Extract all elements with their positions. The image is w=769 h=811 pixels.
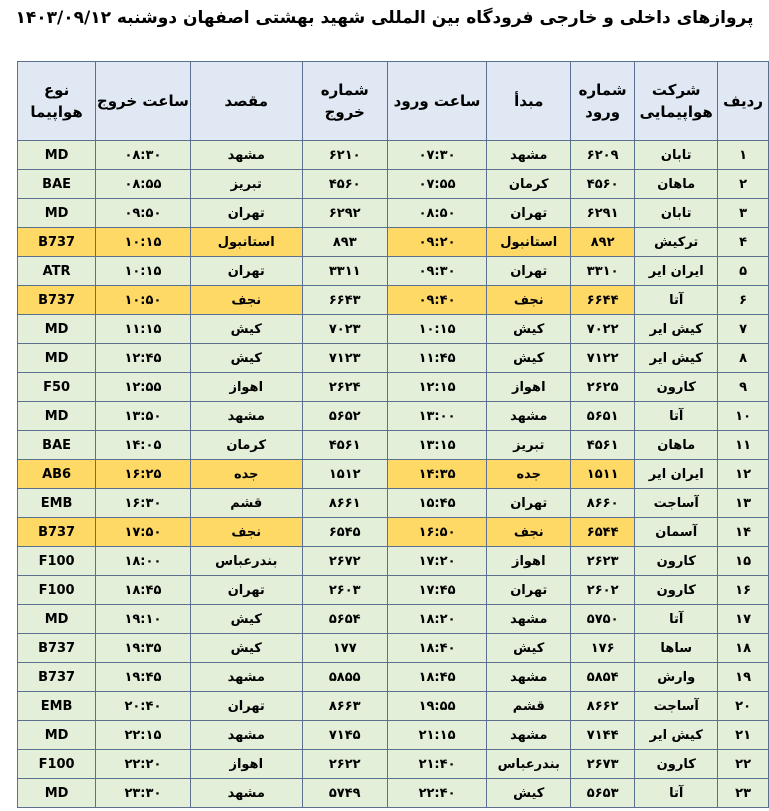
cell-aircraft-type: B737 bbox=[18, 634, 96, 663]
cell-airline: تابان bbox=[635, 199, 718, 228]
cell-airline: کارون bbox=[635, 576, 718, 605]
cell-destination: کرمان bbox=[190, 431, 302, 460]
cell-departure-number: ۸۶۶۳ bbox=[302, 692, 387, 721]
page-title: پروازهای داخلی و خارجی فرودگاه بین المللی شهید بهشتی اصفهان دوشنبه ۱۴۰۳/۰۹/۱۲ bbox=[15, 8, 754, 28]
cell-airline: آتا bbox=[635, 286, 718, 315]
cell-departure-time: ۱۸:۰۰ bbox=[96, 547, 190, 576]
cell-origin: کیش bbox=[487, 344, 571, 373]
cell-arrival-number: ۲۶۷۳ bbox=[571, 750, 635, 779]
cell-aircraft-type: BAE bbox=[18, 431, 96, 460]
cell-airline: کارون bbox=[635, 547, 718, 576]
cell-airline: تابان bbox=[635, 141, 718, 170]
cell-origin: اهواز bbox=[487, 547, 571, 576]
cell-row-number: ۹ bbox=[718, 373, 769, 402]
cell-row-number: ۱۸ bbox=[718, 634, 769, 663]
cell-departure-number: ۳۳۱۱ bbox=[302, 257, 387, 286]
cell-row-number: ۲۰ bbox=[718, 692, 769, 721]
cell-departure-time: ۲۳:۳۰ bbox=[96, 779, 190, 808]
cell-airline: ماهان bbox=[635, 431, 718, 460]
cell-airline: آتا bbox=[635, 605, 718, 634]
cell-arrival-time: ۱۸:۲۰ bbox=[387, 605, 487, 634]
table-row bbox=[18, 402, 769, 431]
header-arrival-time: ساعت ورود bbox=[387, 62, 487, 141]
cell-row-number: ۲۳ bbox=[718, 779, 769, 808]
table-row bbox=[18, 170, 769, 199]
cell-departure-time: ۱۱:۱۵ bbox=[96, 315, 190, 344]
cell-destination: مشهد bbox=[190, 721, 302, 750]
table-header-row bbox=[18, 62, 769, 141]
cell-destination: تهران bbox=[190, 257, 302, 286]
cell-row-number: ۱۹ bbox=[718, 663, 769, 692]
cell-airline: ایران ایر bbox=[635, 460, 718, 489]
cell-destination: مشهد bbox=[190, 141, 302, 170]
table-row bbox=[18, 141, 769, 170]
cell-origin: اهواز bbox=[487, 373, 571, 402]
cell-arrival-number: ۲۶۰۲ bbox=[571, 576, 635, 605]
cell-airline: آساجت bbox=[635, 489, 718, 518]
header-departure-number: شماره خروج bbox=[302, 62, 387, 141]
cell-aircraft-type: F100 bbox=[18, 750, 96, 779]
cell-aircraft-type: MD bbox=[18, 779, 96, 808]
cell-row-number: ۱۰ bbox=[718, 402, 769, 431]
cell-airline: آساجت bbox=[635, 692, 718, 721]
cell-destination: کیش bbox=[190, 605, 302, 634]
cell-row-number: ۸ bbox=[718, 344, 769, 373]
cell-arrival-number: ۲۶۲۵ bbox=[571, 373, 635, 402]
cell-row-number: ۱ bbox=[718, 141, 769, 170]
cell-row-number: ۲۱ bbox=[718, 721, 769, 750]
cell-departure-number: ۵۷۴۹ bbox=[302, 779, 387, 808]
cell-departure-number: ۵۶۵۲ bbox=[302, 402, 387, 431]
cell-origin: نجف bbox=[487, 286, 571, 315]
cell-origin: کیش bbox=[487, 315, 571, 344]
cell-arrival-number: ۱۵۱۱ bbox=[571, 460, 635, 489]
cell-arrival-number: ۵۷۵۰ bbox=[571, 605, 635, 634]
cell-aircraft-type: F50 bbox=[18, 373, 96, 402]
cell-departure-time: ۲۲:۱۵ bbox=[96, 721, 190, 750]
header-row-number: ردیف bbox=[718, 62, 769, 141]
cell-destination: تهران bbox=[190, 576, 302, 605]
cell-airline: ایران ایر bbox=[635, 257, 718, 286]
cell-airline: ماهان bbox=[635, 170, 718, 199]
cell-airline: کارون bbox=[635, 750, 718, 779]
cell-row-number: ۳ bbox=[718, 199, 769, 228]
cell-row-number: ۷ bbox=[718, 315, 769, 344]
cell-departure-number: ۲۶۲۴ bbox=[302, 373, 387, 402]
cell-origin: تهران bbox=[487, 257, 571, 286]
cell-arrival-time: ۰۸:۵۰ bbox=[387, 199, 487, 228]
cell-aircraft-type: B737 bbox=[18, 286, 96, 315]
cell-row-number: ۲ bbox=[718, 170, 769, 199]
cell-origin: تهران bbox=[487, 576, 571, 605]
cell-departure-number: ۵۸۵۵ bbox=[302, 663, 387, 692]
cell-arrival-number: ۴۵۶۱ bbox=[571, 431, 635, 460]
cell-origin: مشهد bbox=[487, 402, 571, 431]
cell-departure-time: ۱۹:۳۵ bbox=[96, 634, 190, 663]
table-row bbox=[18, 199, 769, 228]
cell-row-number: ۱۷ bbox=[718, 605, 769, 634]
cell-arrival-time: ۱۴:۳۵ bbox=[387, 460, 487, 489]
cell-origin: کرمان bbox=[487, 170, 571, 199]
cell-arrival-number: ۷۱۲۲ bbox=[571, 344, 635, 373]
cell-departure-time: ۱۰:۱۵ bbox=[96, 257, 190, 286]
cell-destination: جده bbox=[190, 460, 302, 489]
table-row bbox=[18, 547, 769, 576]
cell-airline: وارش bbox=[635, 663, 718, 692]
cell-origin: نجف bbox=[487, 518, 571, 547]
cell-destination: تبریز bbox=[190, 170, 302, 199]
cell-departure-time: ۱۰:۱۵ bbox=[96, 228, 190, 257]
cell-arrival-number: ۶۵۴۴ bbox=[571, 518, 635, 547]
flights-table bbox=[17, 61, 769, 808]
cell-departure-time: ۱۶:۳۰ bbox=[96, 489, 190, 518]
cell-arrival-number: ۸۶۶۲ bbox=[571, 692, 635, 721]
cell-airline: کارون bbox=[635, 373, 718, 402]
cell-destination: مشهد bbox=[190, 663, 302, 692]
cell-aircraft-type: B737 bbox=[18, 663, 96, 692]
cell-arrival-time: ۲۱:۴۰ bbox=[387, 750, 487, 779]
cell-row-number: ۱۳ bbox=[718, 489, 769, 518]
cell-departure-number: ۸۶۶۱ bbox=[302, 489, 387, 518]
cell-destination: استانبول bbox=[190, 228, 302, 257]
cell-arrival-time: ۰۷:۵۵ bbox=[387, 170, 487, 199]
table-row bbox=[18, 460, 769, 489]
table-row bbox=[18, 344, 769, 373]
cell-origin: بندرعباس bbox=[487, 750, 571, 779]
cell-origin: قشم bbox=[487, 692, 571, 721]
cell-destination: کیش bbox=[190, 634, 302, 663]
cell-departure-number: ۷۰۲۳ bbox=[302, 315, 387, 344]
cell-departure-number: ۱۵۱۲ bbox=[302, 460, 387, 489]
cell-departure-time: ۰۸:۳۰ bbox=[96, 141, 190, 170]
cell-row-number: ۱۴ bbox=[718, 518, 769, 547]
cell-departure-number: ۸۹۳ bbox=[302, 228, 387, 257]
cell-airline: کیش ایر bbox=[635, 721, 718, 750]
cell-destination: نجف bbox=[190, 286, 302, 315]
cell-departure-number: ۷۱۴۵ bbox=[302, 721, 387, 750]
cell-destination: کیش bbox=[190, 315, 302, 344]
cell-departure-time: ۱۹:۱۰ bbox=[96, 605, 190, 634]
cell-airline: کیش ایر bbox=[635, 344, 718, 373]
cell-departure-time: ۱۶:۲۵ bbox=[96, 460, 190, 489]
cell-departure-time: ۱۸:۴۵ bbox=[96, 576, 190, 605]
cell-aircraft-type: MD bbox=[18, 344, 96, 373]
cell-departure-time: ۱۳:۵۰ bbox=[96, 402, 190, 431]
cell-origin: جده bbox=[487, 460, 571, 489]
cell-origin: مشهد bbox=[487, 721, 571, 750]
table-row bbox=[18, 605, 769, 634]
cell-arrival-number: ۷۱۴۴ bbox=[571, 721, 635, 750]
cell-departure-number: ۲۶۲۲ bbox=[302, 750, 387, 779]
cell-destination: نجف bbox=[190, 518, 302, 547]
table-row bbox=[18, 489, 769, 518]
cell-arrival-number: ۷۰۲۲ bbox=[571, 315, 635, 344]
cell-departure-time: ۱۲:۵۵ bbox=[96, 373, 190, 402]
cell-departure-time: ۱۰:۵۰ bbox=[96, 286, 190, 315]
table-row bbox=[18, 779, 769, 808]
cell-arrival-number: ۶۲۹۱ bbox=[571, 199, 635, 228]
cell-arrival-time: ۱۵:۴۵ bbox=[387, 489, 487, 518]
cell-arrival-time: ۲۲:۴۰ bbox=[387, 779, 487, 808]
cell-arrival-time: ۱۶:۵۰ bbox=[387, 518, 487, 547]
cell-departure-number: ۶۵۴۵ bbox=[302, 518, 387, 547]
cell-destination: اهواز bbox=[190, 750, 302, 779]
table-row bbox=[18, 663, 769, 692]
cell-departure-number: ۷۱۲۳ bbox=[302, 344, 387, 373]
cell-aircraft-type: MD bbox=[18, 199, 96, 228]
table-row bbox=[18, 721, 769, 750]
cell-origin: تهران bbox=[487, 199, 571, 228]
cell-origin: استانبول bbox=[487, 228, 571, 257]
header-aircraft-type: نوع هواپیما bbox=[18, 62, 96, 141]
cell-departure-number: ۵۶۵۴ bbox=[302, 605, 387, 634]
cell-row-number: ۱۲ bbox=[718, 460, 769, 489]
cell-aircraft-type: MD bbox=[18, 402, 96, 431]
cell-departure-time: ۱۴:۰۵ bbox=[96, 431, 190, 460]
cell-aircraft-type: F100 bbox=[18, 576, 96, 605]
table-row bbox=[18, 431, 769, 460]
cell-arrival-number: ۵۶۵۳ bbox=[571, 779, 635, 808]
cell-row-number: ۱۱ bbox=[718, 431, 769, 460]
cell-airline: آتا bbox=[635, 402, 718, 431]
table-row bbox=[18, 518, 769, 547]
cell-destination: بندرعباس bbox=[190, 547, 302, 576]
flights-table-wrapper bbox=[17, 61, 769, 808]
cell-aircraft-type: MD bbox=[18, 315, 96, 344]
cell-departure-number: ۶۲۹۲ bbox=[302, 199, 387, 228]
cell-arrival-number: ۵۸۵۴ bbox=[571, 663, 635, 692]
cell-destination: اهواز bbox=[190, 373, 302, 402]
cell-row-number: ۶ bbox=[718, 286, 769, 315]
cell-row-number: ۴ bbox=[718, 228, 769, 257]
table-row bbox=[18, 692, 769, 721]
table-row bbox=[18, 286, 769, 315]
header-arrival-number: شماره ورود bbox=[571, 62, 635, 141]
cell-origin: تهران bbox=[487, 489, 571, 518]
cell-destination: تهران bbox=[190, 692, 302, 721]
flights-table-body bbox=[18, 141, 769, 808]
cell-arrival-time: ۱۳:۰۰ bbox=[387, 402, 487, 431]
cell-arrival-time: ۰۹:۴۰ bbox=[387, 286, 487, 315]
cell-departure-number: ۴۵۶۰ bbox=[302, 170, 387, 199]
cell-arrival-time: ۱۷:۴۵ bbox=[387, 576, 487, 605]
cell-origin: مشهد bbox=[487, 141, 571, 170]
cell-arrival-number: ۱۷۶ bbox=[571, 634, 635, 663]
cell-departure-time: ۱۷:۵۰ bbox=[96, 518, 190, 547]
cell-departure-number: ۲۶۷۲ bbox=[302, 547, 387, 576]
cell-aircraft-type: AB6 bbox=[18, 460, 96, 489]
cell-departure-time: ۰۸:۵۵ bbox=[96, 170, 190, 199]
cell-arrival-time: ۰۹:۲۰ bbox=[387, 228, 487, 257]
cell-departure-time: ۱۹:۴۵ bbox=[96, 663, 190, 692]
table-row bbox=[18, 315, 769, 344]
cell-aircraft-type: B737 bbox=[18, 228, 96, 257]
cell-arrival-number: ۸۹۲ bbox=[571, 228, 635, 257]
header-destination: مقصد bbox=[190, 62, 302, 141]
cell-departure-number: ۶۶۴۳ bbox=[302, 286, 387, 315]
cell-airline: ترکیش bbox=[635, 228, 718, 257]
cell-departure-time: ۰۹:۵۰ bbox=[96, 199, 190, 228]
cell-departure-number: ۶۲۱۰ bbox=[302, 141, 387, 170]
cell-arrival-time: ۲۱:۱۵ bbox=[387, 721, 487, 750]
cell-airline: ساها bbox=[635, 634, 718, 663]
cell-row-number: ۱۵ bbox=[718, 547, 769, 576]
table-row bbox=[18, 634, 769, 663]
cell-arrival-number: ۴۵۶۰ bbox=[571, 170, 635, 199]
cell-arrival-number: ۶۲۰۹ bbox=[571, 141, 635, 170]
cell-aircraft-type: BAE bbox=[18, 170, 96, 199]
cell-arrival-time: ۱۸:۴۰ bbox=[387, 634, 487, 663]
cell-origin: مشهد bbox=[487, 605, 571, 634]
cell-departure-number: ۴۵۶۱ bbox=[302, 431, 387, 460]
cell-origin: کیش bbox=[487, 634, 571, 663]
cell-aircraft-type: EMB bbox=[18, 692, 96, 721]
cell-arrival-time: ۱۲:۱۵ bbox=[387, 373, 487, 402]
cell-aircraft-type: MD bbox=[18, 605, 96, 634]
table-row bbox=[18, 257, 769, 286]
cell-arrival-number: ۸۶۶۰ bbox=[571, 489, 635, 518]
cell-destination: مشهد bbox=[190, 779, 302, 808]
cell-airline: آسمان bbox=[635, 518, 718, 547]
cell-airline: آتا bbox=[635, 779, 718, 808]
cell-row-number: ۲۲ bbox=[718, 750, 769, 779]
cell-destination: قشم bbox=[190, 489, 302, 518]
cell-arrival-number: ۳۳۱۰ bbox=[571, 257, 635, 286]
cell-arrival-time: ۱۳:۱۵ bbox=[387, 431, 487, 460]
cell-arrival-time: ۱۰:۱۵ bbox=[387, 315, 487, 344]
cell-arrival-time: ۱۱:۴۵ bbox=[387, 344, 487, 373]
cell-destination: تهران bbox=[190, 199, 302, 228]
header-airline: شرکت هواپیمایی bbox=[635, 62, 718, 141]
cell-aircraft-type: EMB bbox=[18, 489, 96, 518]
cell-arrival-time: ۱۹:۵۵ bbox=[387, 692, 487, 721]
cell-departure-number: ۲۶۰۳ bbox=[302, 576, 387, 605]
cell-arrival-number: ۲۶۲۳ bbox=[571, 547, 635, 576]
cell-aircraft-type: ATR bbox=[18, 257, 96, 286]
cell-aircraft-type: MD bbox=[18, 721, 96, 750]
cell-origin: مشهد bbox=[487, 663, 571, 692]
cell-departure-time: ۲۰:۴۰ bbox=[96, 692, 190, 721]
header-departure-time: ساعت خروج bbox=[96, 62, 190, 141]
cell-origin: کیش bbox=[487, 779, 571, 808]
cell-aircraft-type: MD bbox=[18, 141, 96, 170]
cell-arrival-time: ۰۷:۳۰ bbox=[387, 141, 487, 170]
cell-origin: تبریز bbox=[487, 431, 571, 460]
header-origin: مبدأ bbox=[487, 62, 571, 141]
cell-aircraft-type: B737 bbox=[18, 518, 96, 547]
cell-arrival-number: ۶۶۴۴ bbox=[571, 286, 635, 315]
cell-departure-time: ۱۲:۴۵ bbox=[96, 344, 190, 373]
table-row bbox=[18, 228, 769, 257]
cell-destination: مشهد bbox=[190, 402, 302, 431]
cell-row-number: ۵ bbox=[718, 257, 769, 286]
table-row bbox=[18, 750, 769, 779]
cell-row-number: ۱۶ bbox=[718, 576, 769, 605]
cell-arrival-number: ۵۶۵۱ bbox=[571, 402, 635, 431]
cell-departure-number: ۱۷۷ bbox=[302, 634, 387, 663]
cell-departure-time: ۲۲:۲۰ bbox=[96, 750, 190, 779]
cell-destination: کیش bbox=[190, 344, 302, 373]
table-row bbox=[18, 373, 769, 402]
cell-arrival-time: ۱۸:۴۵ bbox=[387, 663, 487, 692]
cell-arrival-time: ۰۹:۳۰ bbox=[387, 257, 487, 286]
table-row bbox=[18, 576, 769, 605]
cell-aircraft-type: F100 bbox=[18, 547, 96, 576]
cell-airline: کیش ایر bbox=[635, 315, 718, 344]
cell-arrival-time: ۱۷:۲۰ bbox=[387, 547, 487, 576]
